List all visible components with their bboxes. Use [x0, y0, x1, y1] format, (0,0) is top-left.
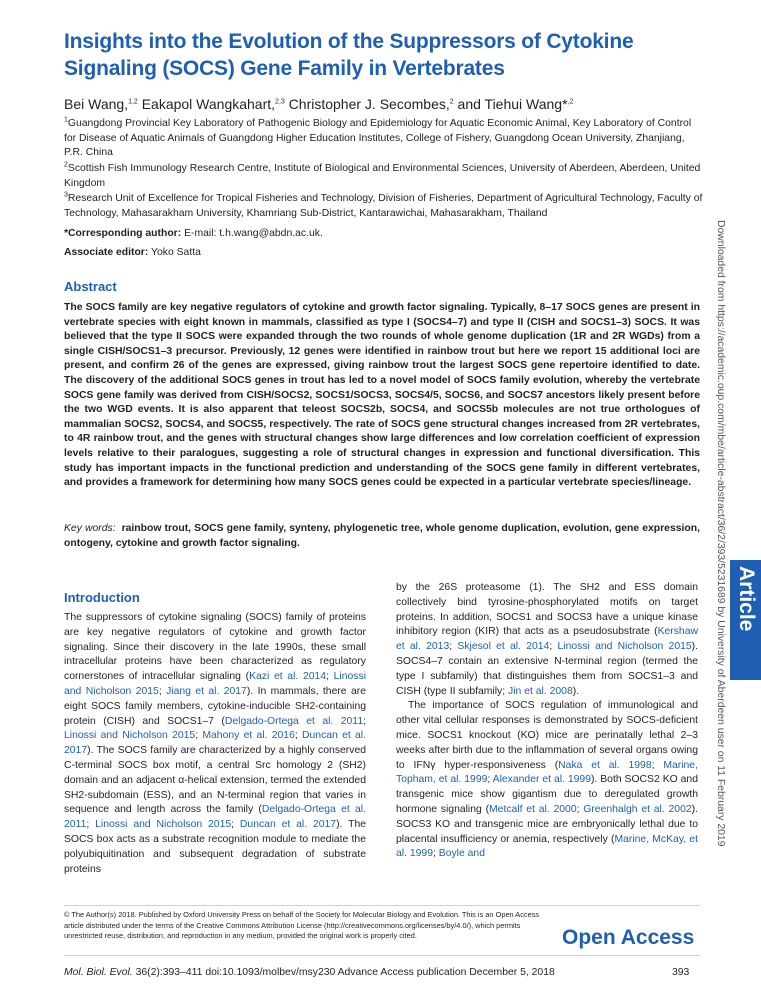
body-text: ;	[363, 715, 366, 727]
citation-link[interactable]: Delgado-Ortega et al. 2011	[224, 715, 364, 727]
body-text: ;	[294, 730, 303, 742]
page-number: 393	[672, 967, 690, 978]
journal-citation: Mol. Biol. Evol. 36(2):393–411 doi:10.1093/molbev/msy230 Advance Access publication December 5, 2018	[64, 967, 555, 978]
intro-column-left	[64, 611, 366, 877]
body-text: The suppressors of cytokine signaling (SOCS) family of proteins are key negative regulators of cytokine and growth factor signaling. Since their discovery in the late 1990s, these small intracellular proteins have been characterized as regulatory cornerstones of intracellular signaling (	[64, 612, 366, 683]
citation-link[interactable]: Metcalf et al. 2000	[489, 803, 577, 815]
citation-link[interactable]: Linossi and Nicholson 2015	[64, 671, 367, 697]
paragraph	[396, 581, 698, 699]
citation-link[interactable]: Linossi and Nicholson 2015	[64, 730, 196, 742]
body-text: ;	[195, 730, 203, 742]
keywords: Key words: rainbow trout, SOCS gene family, synteny, phylogenetic tree, whole genome duplication, evolution, gene expression, ontogeny, cytokine and growth factor signaling.	[64, 523, 700, 549]
citation-link[interactable]: Linossi and Nicholson 2015	[95, 819, 232, 831]
paragraph	[64, 611, 366, 877]
affiliation-2: $^2$Scottish Fish Immunology Research Centre, Institute of Biological and Environmental Sciences, University of Aberdeen, Aberdeen, United Kingdom	[64, 161, 701, 189]
bottom-divider	[64, 955, 700, 956]
citation-link[interactable]: Duncan et al. 2017	[64, 730, 366, 757]
abstract-text: The SOCS family are key negative regulators of cytokine and growth factor signaling. Typically, 8–17 SOCS genes are present in vertebrate species with eight known in mammals, classified as type I (SOCS4–7) and type II (CISH and SOCS1–3) SOCS. It was believed that the type II SOCS were expanded through the two rounds of whole genome duplication (1R and 2R WGDs) from a single CISH/SOCS1–3 precursor. Previously, 12 genes were identified in rainbow trout but here we report 15 additional loci are present, and confirm 26 of the genes are expressed, giving rainbow trout the largest SOCS gene repertoire identified to date. The discovery of the additional SOCS genes in trout has led to a novel model of SOCS family evolution, whereby the vertebrate SOCS gene family was derived from CISH/SOCS2, SOCS1/SOCS3, SOCS4/5, SOCS6, and SOCS7 ancestors likely present before the two WGD events. It is also apparent that teleost SOCS2b, SOCS4, and SOCS5b molecules are not true orthologues of mammalian SOCS2, SOCS4, and SOCS5, respectively. The rate of SOCS gene structural changes increased from 2R vertebrates, to 4R rainbow trout, and the genes with structural changes show large differences and low correlation coefficient of expression levels relative to their paralogues, suggesting a role of structural changes in expression and functional diversification. This study has important impacts in the functional prediction and understanding of the SOCS gene family in different vertebrates, and provides a framework for determining how many SOCS genes could be expected in a particular vertebrate species/lineage.	[64, 302, 700, 489]
body-text: ). SOCS4–7 contain an extensive N-terminal region (termed the type I subfamily) that distinguishes them from SOCS1–3 and CISH (type II subfamily;	[396, 641, 699, 697]
download-watermark: Downloaded from https://academic.oup.com/mbe/article-abstract/36/2/393/5231689 by University of Aberdeen user on 11 February 2019	[715, 220, 726, 847]
body-text: ;	[231, 819, 240, 831]
body-text: ). SOCS3 KO and transgenic mice are embryonically lethal due to placental insufficiency or anemia, respectively (	[396, 803, 698, 845]
citation-link[interactable]: Skjesol et al. 2014	[457, 641, 550, 653]
citation-link[interactable]: Alexander et al. 1999	[492, 774, 591, 786]
footer-divider	[64, 905, 700, 906]
citation-link[interactable]: Mahony et al. 2016	[202, 730, 295, 742]
intro-column-right	[396, 581, 698, 862]
affiliation-3: $^3$Research Unit of Excellence for Tropical Fisheries and Technology, Division of Fisheries, Department of Agricultural Technology, Faculty of Technology, Mahasarakham University, Khamriang Sub-District, Kantarawichai, Mahasarakham, Thailand	[64, 191, 703, 219]
abstract-heading: Abstract	[64, 279, 117, 294]
body-text: ;	[487, 774, 493, 786]
citation-link[interactable]: Linossi and Nicholson 2015	[557, 641, 692, 653]
associate-editor: Associate editor: Yoko Satta	[64, 247, 201, 258]
citation-link[interactable]: Marine, McKay, et al. 1999	[396, 833, 698, 860]
body-text: The importance of SOCS regulation of immunological and other vital cellular responses is demonstrated by SOCS-deficient mice. SOCS1 knockout (KO) mice are perinatally lethal 2–3 weeks after birth due to the inflammation of several organs owing to IFNγ hyper-responsiveness (	[396, 700, 698, 771]
body-text: ;	[576, 803, 584, 815]
citation-link[interactable]: Boyle and	[438, 848, 485, 860]
body-text: ;	[86, 819, 96, 831]
body-text: ). Both SOCS2 KO and transgenic mice show gigantism due to deregulated growth hormone signaling (	[396, 774, 698, 815]
author-4[interactable]: and Tiehui Wang*	[453, 96, 568, 112]
citation-link[interactable]: Delgado-Ortega et al. 2011	[64, 804, 366, 831]
article-title: Insights into the Evolution of the Suppressors of Cytokine Signaling (SOCS) Gene Family in Vertebrates	[64, 30, 634, 80]
body-text: ;	[651, 759, 664, 771]
copyright-notice: © The Author(s) 2018. Published by Oxford University Press on behalf of the Society for Molecular Biology and Evolution. This is an Open Access article distributed under the terms of the Creative Commons Attribution License (http://creativecommons.org/licenses/by/4.0/), which permits unrestricted reuse, distribution, and reproduction in any medium, provided the original work is properly cited.	[64, 910, 540, 941]
author-3[interactable]: Christopher J. Secombes,	[284, 96, 450, 112]
body-text: ;	[432, 848, 439, 860]
author-list: Bei Wang,$^{1,2}$ Eakapol Wangkahart,$^{2,3}$ Christopher J. Secombes,$^2$ and Tiehui Wang*$^{,2}$	[64, 96, 574, 112]
body-text: ). The SOCS family are characterized by a highly conserved C-terminal SOCS box motif, a central Src homology 2 (SH2) domain and an adjacent α-helical extension, termed the extended SH2-subdomain (ESS), and an N-terminal region that varies in sequence and length across the family (	[64, 745, 366, 816]
open-access-badge: Open Access	[562, 926, 695, 949]
introduction-heading: Introduction	[64, 590, 140, 605]
body-text: ). In mammals, there are eight SOCS family members, cytokine-inducible SH2-containing protein (CISH) and SOCS1–7 (	[64, 685, 366, 727]
citation-link[interactable]: Naka et al. 1998	[558, 759, 652, 771]
body-text: ).	[572, 685, 580, 697]
body-text: ;	[449, 641, 458, 653]
paragraph	[396, 699, 698, 862]
author-2[interactable]: Eakapol Wangkahart,	[137, 96, 276, 112]
citation-link[interactable]: Kazi et al. 2014	[249, 671, 327, 683]
citation-link[interactable]: Jiang et al. 2017	[166, 685, 247, 697]
citation-link[interactable]: Jin et al. 2008	[508, 685, 573, 697]
affiliation-1: $^1$Guangdong Provincial Key Laboratory of Pathogenic Biology and Epidemiology for Aquatic Economic Animal, Key Laboratory of Control for Disease of Aquatic Animals of Guangdong Higher Education Institutes, College of Fishery, Guangdong Ocean University, Zhanjiang, P.R. China	[64, 116, 692, 158]
citation-link[interactable]: Greenhalgh et al. 2002	[583, 803, 692, 815]
citation-link[interactable]: Duncan et al. 2017	[239, 819, 337, 831]
body-text: by the 26S proteasome (1). The SH2 and ESS domain collectively bind tyrosine-phosphorylated motifs on target proteins. In addition, SOCS1 and SOCS3 have a unique kinase inhibitory region (KIR) that acts as a pseudosubstrate (	[396, 582, 698, 638]
body-text: ). The SOCS box acts as a substrate recognition module to mediate the polyubiquitination and subsequent degradation of substrate proteins	[64, 819, 367, 875]
body-text: ;	[326, 671, 334, 683]
corresponding-author: *Corresponding author: E-mail: t.h.wang@abdn.ac.uk.	[64, 228, 323, 239]
author-1[interactable]: Bei Wang,	[64, 96, 129, 112]
body-text: ;	[549, 641, 558, 653]
article-type-tab: Article	[730, 560, 761, 680]
citation-link[interactable]: Marine, Topham, et al. 1999	[396, 759, 698, 786]
body-text: ;	[158, 685, 167, 697]
citation-link[interactable]: Kershaw et al. 2013	[396, 626, 698, 653]
